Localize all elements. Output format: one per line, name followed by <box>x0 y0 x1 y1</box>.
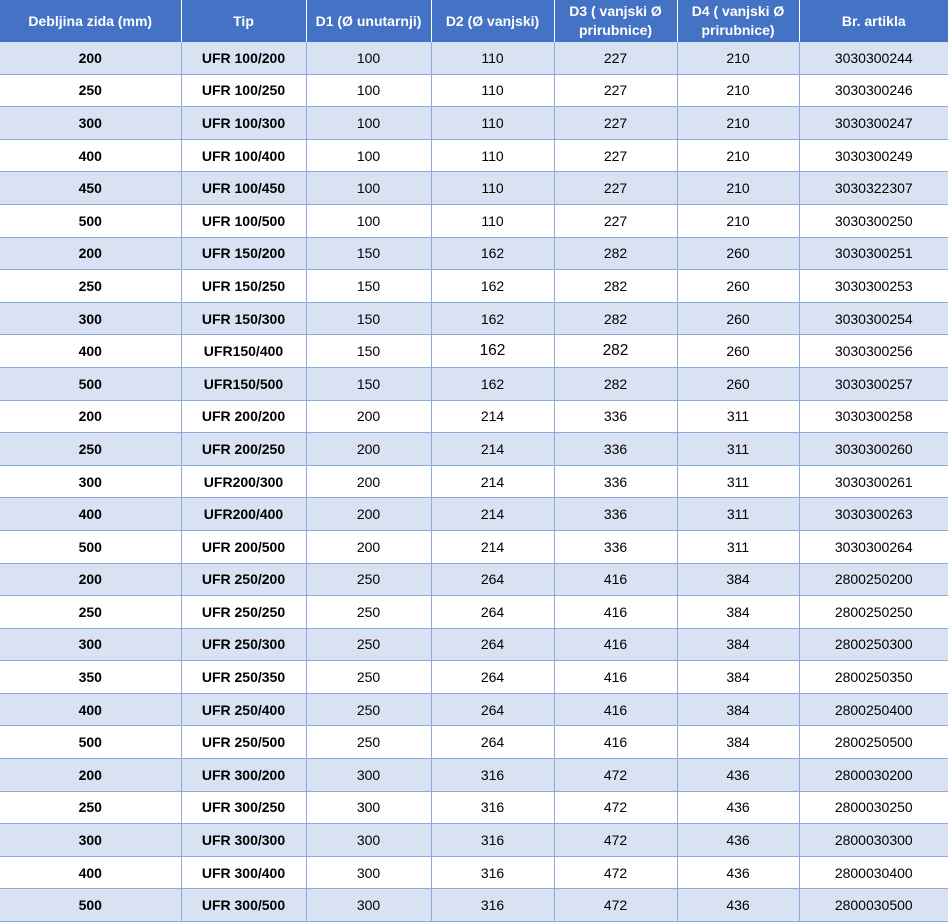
cell-type: UFR 300/500 <box>181 889 306 922</box>
cell-d3: 336 <box>554 400 677 433</box>
header-wall-thickness: Debljina zida (mm) <box>0 0 181 42</box>
table-row <box>0 693 948 726</box>
cell-d1: 100 <box>306 42 431 74</box>
table-row <box>0 400 948 433</box>
table-row <box>0 530 948 563</box>
cell-wall-thickness: 400 <box>0 856 181 889</box>
table-row <box>0 628 948 661</box>
cell-d4: 311 <box>677 400 799 433</box>
cell-type: UFR 250/500 <box>181 726 306 759</box>
cell-wall-thickness: 200 <box>0 759 181 792</box>
cell-d2: 316 <box>431 824 554 857</box>
cell-d2: 214 <box>431 530 554 563</box>
table-row <box>0 302 948 335</box>
table-row <box>0 661 948 694</box>
cell-d1: 150 <box>306 270 431 303</box>
cell-article-number: 3030300250 <box>799 204 948 237</box>
cell-d2: 110 <box>431 42 554 74</box>
cell-article-number: 2800030400 <box>799 856 948 889</box>
table-row <box>0 335 948 368</box>
cell-d3: 416 <box>554 563 677 596</box>
table-row <box>0 498 948 531</box>
cell-wall-thickness: 250 <box>0 791 181 824</box>
table-row <box>0 74 948 107</box>
cell-wall-thickness: 500 <box>0 726 181 759</box>
cell-article-number: 3030300264 <box>799 530 948 563</box>
cell-wall-thickness: 500 <box>0 530 181 563</box>
cell-article-number: 2800030500 <box>799 889 948 922</box>
cell-d3: 282 <box>554 237 677 270</box>
cell-type: UFR 250/250 <box>181 596 306 629</box>
cell-article-number: 3030300246 <box>799 74 948 107</box>
cell-d3: 416 <box>554 596 677 629</box>
cell-d4: 384 <box>677 726 799 759</box>
table-row <box>0 889 948 922</box>
cell-d4: 260 <box>677 302 799 335</box>
cell-d1: 250 <box>306 726 431 759</box>
cell-type: UFR 100/500 <box>181 204 306 237</box>
cell-d1: 150 <box>306 237 431 270</box>
cell-type: UFR 100/250 <box>181 74 306 107</box>
cell-d4: 210 <box>677 74 799 107</box>
cell-wall-thickness: 400 <box>0 335 181 368</box>
cell-d2: 110 <box>431 107 554 140</box>
cell-d2: 162 <box>431 367 554 400</box>
cell-d2: 316 <box>431 856 554 889</box>
cell-d4: 311 <box>677 530 799 563</box>
cell-article-number: 3030300253 <box>799 270 948 303</box>
cell-d2: 110 <box>431 204 554 237</box>
cell-article-number: 3030300258 <box>799 400 948 433</box>
cell-d3: 472 <box>554 759 677 792</box>
cell-d2: 264 <box>431 596 554 629</box>
cell-d2: 214 <box>431 465 554 498</box>
cell-type: UFR 300/250 <box>181 791 306 824</box>
cell-article-number: 3030300256 <box>799 335 948 368</box>
table-row <box>0 107 948 140</box>
cell-d4: 260 <box>677 237 799 270</box>
cell-type: UFR 250/400 <box>181 693 306 726</box>
cell-d2: 162 <box>431 237 554 270</box>
cell-article-number: 3030300254 <box>799 302 948 335</box>
cell-d1: 200 <box>306 465 431 498</box>
cell-d4: 384 <box>677 693 799 726</box>
cell-d2: 264 <box>431 726 554 759</box>
table-row <box>0 433 948 466</box>
cell-article-number: 2800030300 <box>799 824 948 857</box>
cell-d2: 316 <box>431 759 554 792</box>
cell-d4: 311 <box>677 465 799 498</box>
cell-article-number: 2800250350 <box>799 661 948 694</box>
table-row <box>0 204 948 237</box>
cell-type: UFR 150/250 <box>181 270 306 303</box>
header-d2: D2 (Ø vanjski) <box>431 0 554 42</box>
cell-wall-thickness: 250 <box>0 433 181 466</box>
cell-type: UFR 100/300 <box>181 107 306 140</box>
cell-d2: 264 <box>431 563 554 596</box>
header-d4: D4 ( vanjski Ø prirubnice) <box>677 0 799 42</box>
cell-d4: 436 <box>677 824 799 857</box>
table-row <box>0 237 948 270</box>
cell-d1: 100 <box>306 139 431 172</box>
cell-d3: 227 <box>554 74 677 107</box>
cell-d1: 100 <box>306 204 431 237</box>
cell-wall-thickness: 300 <box>0 302 181 335</box>
cell-article-number: 2800250300 <box>799 628 948 661</box>
cell-type: UFR 100/400 <box>181 139 306 172</box>
table-row <box>0 42 948 74</box>
cell-d4: 436 <box>677 759 799 792</box>
cell-d3: 472 <box>554 889 677 922</box>
cell-d1: 250 <box>306 563 431 596</box>
cell-wall-thickness: 500 <box>0 889 181 922</box>
cell-d2: 214 <box>431 400 554 433</box>
cell-type: UFR 300/300 <box>181 824 306 857</box>
cell-wall-thickness: 200 <box>0 237 181 270</box>
cell-d2: 162 <box>431 335 554 368</box>
cell-d1: 300 <box>306 856 431 889</box>
cell-article-number: 3030300261 <box>799 465 948 498</box>
cell-d3: 336 <box>554 433 677 466</box>
table-header <box>0 0 948 42</box>
cell-d2: 316 <box>431 791 554 824</box>
cell-d1: 100 <box>306 172 431 205</box>
cell-wall-thickness: 500 <box>0 367 181 400</box>
header-type: Tip <box>181 0 306 42</box>
table-row <box>0 465 948 498</box>
cell-d3: 472 <box>554 791 677 824</box>
cell-d2: 214 <box>431 433 554 466</box>
cell-type: UFR 150/200 <box>181 237 306 270</box>
cell-d2: 264 <box>431 693 554 726</box>
cell-type: UFR 200/200 <box>181 400 306 433</box>
table-row <box>0 759 948 792</box>
cell-d1: 250 <box>306 596 431 629</box>
cell-wall-thickness: 250 <box>0 74 181 107</box>
cell-d3: 227 <box>554 204 677 237</box>
header-d3: D3 ( vanjski Ø prirubnice) <box>554 0 677 42</box>
cell-article-number: 2800250400 <box>799 693 948 726</box>
cell-d3: 282 <box>554 270 677 303</box>
cell-d3: 472 <box>554 856 677 889</box>
cell-wall-thickness: 200 <box>0 563 181 596</box>
cell-d3: 227 <box>554 107 677 140</box>
cell-d1: 200 <box>306 530 431 563</box>
cell-d1: 150 <box>306 302 431 335</box>
cell-d3: 282 <box>554 335 677 368</box>
cell-d4: 436 <box>677 791 799 824</box>
cell-d1: 200 <box>306 400 431 433</box>
cell-type: UFR200/400 <box>181 498 306 531</box>
cell-article-number: 3030300247 <box>799 107 948 140</box>
cell-d3: 336 <box>554 530 677 563</box>
cell-d1: 300 <box>306 889 431 922</box>
cell-d1: 250 <box>306 628 431 661</box>
cell-d3: 416 <box>554 628 677 661</box>
cell-wall-thickness: 200 <box>0 42 181 74</box>
cell-article-number: 3030300251 <box>799 237 948 270</box>
cell-d1: 100 <box>306 107 431 140</box>
header-article-number: Br. artikla <box>799 0 948 42</box>
cell-d2: 264 <box>431 661 554 694</box>
cell-d4: 210 <box>677 172 799 205</box>
cell-d4: 384 <box>677 563 799 596</box>
cell-article-number: 3030300244 <box>799 42 948 74</box>
table-row <box>0 824 948 857</box>
cell-wall-thickness: 500 <box>0 204 181 237</box>
header-row <box>0 0 948 42</box>
cell-d1: 250 <box>306 661 431 694</box>
cell-d3: 282 <box>554 367 677 400</box>
cell-article-number: 3030300263 <box>799 498 948 531</box>
table-row <box>0 367 948 400</box>
cell-d2: 214 <box>431 498 554 531</box>
cell-d3: 227 <box>554 172 677 205</box>
cell-d3: 472 <box>554 824 677 857</box>
table-body <box>0 42 948 922</box>
table-row <box>0 726 948 759</box>
cell-d1: 300 <box>306 791 431 824</box>
cell-d2: 162 <box>431 302 554 335</box>
cell-d1: 250 <box>306 693 431 726</box>
cell-d3: 336 <box>554 498 677 531</box>
cell-d3: 416 <box>554 693 677 726</box>
cell-type: UFR200/300 <box>181 465 306 498</box>
cell-article-number: 2800030200 <box>799 759 948 792</box>
cell-d1: 200 <box>306 498 431 531</box>
cell-d3: 227 <box>554 42 677 74</box>
cell-d1: 100 <box>306 74 431 107</box>
cell-article-number: 2800030250 <box>799 791 948 824</box>
cell-d3: 416 <box>554 726 677 759</box>
cell-d1: 150 <box>306 367 431 400</box>
table-row <box>0 856 948 889</box>
cell-type: UFR 200/250 <box>181 433 306 466</box>
cell-d4: 260 <box>677 270 799 303</box>
cell-article-number: 2800250500 <box>799 726 948 759</box>
cell-d4: 436 <box>677 889 799 922</box>
cell-d4: 210 <box>677 139 799 172</box>
cell-type: UFR 250/200 <box>181 563 306 596</box>
table-row <box>0 172 948 205</box>
cell-article-number: 3030300260 <box>799 433 948 466</box>
cell-d2: 110 <box>431 74 554 107</box>
cell-wall-thickness: 300 <box>0 628 181 661</box>
table-row <box>0 791 948 824</box>
cell-d3: 227 <box>554 139 677 172</box>
cell-d4: 260 <box>677 335 799 368</box>
cell-wall-thickness: 250 <box>0 596 181 629</box>
cell-type: UFR150/500 <box>181 367 306 400</box>
cell-d4: 260 <box>677 367 799 400</box>
cell-article-number: 3030300257 <box>799 367 948 400</box>
cell-wall-thickness: 400 <box>0 139 181 172</box>
cell-wall-thickness: 250 <box>0 270 181 303</box>
cell-type: UFR 150/300 <box>181 302 306 335</box>
cell-wall-thickness: 450 <box>0 172 181 205</box>
cell-article-number: 2800250250 <box>799 596 948 629</box>
cell-d2: 110 <box>431 172 554 205</box>
cell-d4: 436 <box>677 856 799 889</box>
cell-d1: 300 <box>306 759 431 792</box>
cell-d3: 282 <box>554 302 677 335</box>
cell-d2: 162 <box>431 270 554 303</box>
cell-wall-thickness: 400 <box>0 693 181 726</box>
cell-d4: 210 <box>677 204 799 237</box>
cell-article-number: 2800250200 <box>799 563 948 596</box>
cell-type: UFR 100/450 <box>181 172 306 205</box>
table-row <box>0 270 948 303</box>
cell-wall-thickness: 350 <box>0 661 181 694</box>
cell-d3: 416 <box>554 661 677 694</box>
cell-d3: 336 <box>554 465 677 498</box>
cell-d4: 210 <box>677 107 799 140</box>
cell-wall-thickness: 300 <box>0 465 181 498</box>
table-row <box>0 563 948 596</box>
cell-d4: 311 <box>677 498 799 531</box>
cell-d2: 110 <box>431 139 554 172</box>
cell-type: UFR 100/200 <box>181 42 306 74</box>
table-row <box>0 596 948 629</box>
cell-wall-thickness: 300 <box>0 824 181 857</box>
cell-d4: 311 <box>677 433 799 466</box>
cell-d4: 210 <box>677 42 799 74</box>
cell-article-number: 3030322307 <box>799 172 948 205</box>
cell-wall-thickness: 300 <box>0 107 181 140</box>
cell-type: UFR 250/300 <box>181 628 306 661</box>
cell-type: UFR 300/400 <box>181 856 306 889</box>
header-d1: D1 (Ø unutarnji) <box>306 0 431 42</box>
cell-wall-thickness: 400 <box>0 498 181 531</box>
cell-d2: 316 <box>431 889 554 922</box>
cell-wall-thickness: 200 <box>0 400 181 433</box>
table-row <box>0 139 948 172</box>
cell-d4: 384 <box>677 596 799 629</box>
cell-type: UFR 300/200 <box>181 759 306 792</box>
cell-d4: 384 <box>677 628 799 661</box>
cell-article-number: 3030300249 <box>799 139 948 172</box>
cell-type: UFR 200/500 <box>181 530 306 563</box>
cell-type: UFR150/400 <box>181 335 306 368</box>
cell-d1: 200 <box>306 433 431 466</box>
cell-d1: 150 <box>306 335 431 368</box>
cell-d1: 300 <box>306 824 431 857</box>
cell-d2: 264 <box>431 628 554 661</box>
cell-type: UFR 250/350 <box>181 661 306 694</box>
cell-d4: 384 <box>677 661 799 694</box>
